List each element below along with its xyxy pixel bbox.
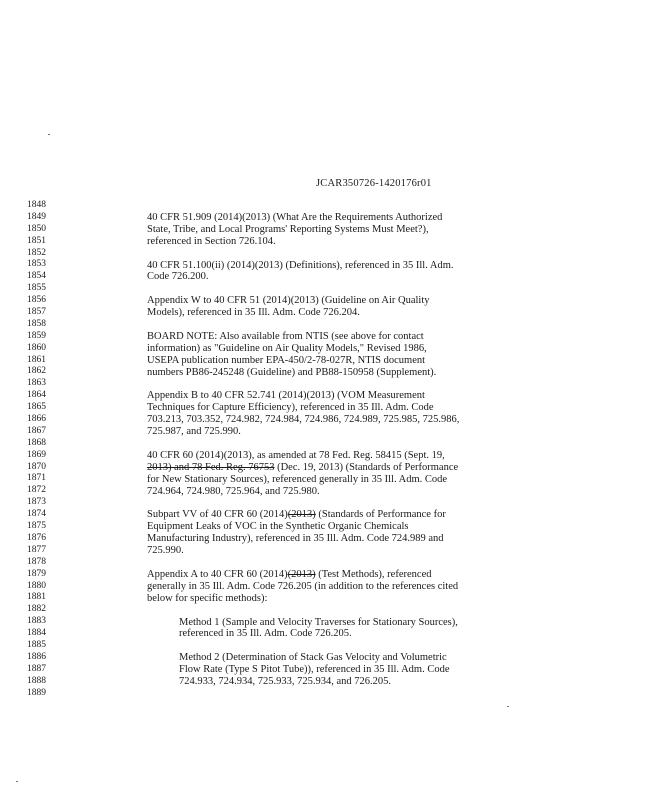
line-number: 1850 [27,223,46,234]
line-number: 1853 [27,259,46,270]
scan-speck [507,706,509,707]
text-segment: Flow Rate (Type S Pitot Tube)), referenced in 35 Ill. Adm. Code [179,664,450,676]
text-line [147,212,442,224]
line-number: 1867 [27,425,46,436]
text-line [147,569,458,581]
text-line [147,390,459,402]
line-number: 1866 [27,414,46,425]
text-line [179,617,458,629]
regulation-paragraph [147,569,458,605]
text-segment: below for specific methods): [147,592,268,604]
line-number: 1878 [27,556,46,567]
text-segment: (Standards of Performance for [315,509,446,521]
text-segment: Subpart VV of 40 CFR 60 (2014) [147,509,288,521]
text-line [147,474,458,486]
line-number: 1877 [27,544,46,555]
line-number: 1870 [27,461,46,472]
text-line [179,652,449,664]
text-line [179,628,458,640]
text-segment: Techniques for Capture Efficiency), referenced in 35 Ill. Adm. Code [147,402,434,414]
text-line [179,676,449,688]
struck-text: (2013) [287,568,316,580]
line-number: 1875 [27,521,46,532]
line-number: 1858 [27,318,46,329]
line-number: 1848 [27,200,46,210]
text-segment: 725.990. [147,545,184,557]
text-segment: (Test Methods), referenced [315,568,432,580]
text-segment: Method 2 (Determination of Stack Gas Velocity and Volumetric [179,652,447,664]
text-line [147,486,458,498]
regulation-paragraph [147,331,436,379]
regulation-paragraph [147,450,458,498]
text-line [147,271,453,283]
line-number: 1869 [27,449,46,460]
text-line [147,355,436,367]
text-segment: USEPA publication number EPA-450/2-78-027R, NTIS document [147,354,426,366]
line-number: 1863 [27,378,46,389]
text-segment: Appendix B to 40 CFR 52.741 (2014)(2013) (VOM Measurement [147,390,425,402]
regulation-paragraph [147,295,430,319]
text-segment: (Dec. 19, 2013) (Standards of Performance [274,461,459,473]
struck-text: 2013) and 78 Fed. Reg. 76753 [147,461,275,473]
text-line [147,236,442,248]
text-line [147,581,458,593]
line-number: 1854 [27,271,46,282]
text-segment: Equipment Leaks of VOC in the Synthetic Organic Chemicals [147,521,409,533]
line-number: 1876 [27,532,46,543]
text-segment: Manufacturing Industry), referenced in 35 Ill. Adm. Code 724.989 and [147,533,444,545]
line-number: 1888 [27,675,46,686]
text-segment: numbers PB86-245248 (Guideline) and PB88-150958 (Supplement). [147,366,437,378]
docket-number: JCAR350726-1420176r01 [316,178,432,189]
line-number: 1851 [27,235,46,246]
line-number: 1881 [27,592,46,603]
line-number: 1889 [27,687,46,698]
line-number: 1879 [27,568,46,579]
line-number: 1873 [27,497,46,508]
text-line [147,224,442,236]
line-number: 1862 [27,366,46,377]
text-segment: Models), referenced in 35 Ill. Adm. Code 726.204. [147,307,360,319]
regulation-paragraph [147,390,459,438]
text-line [147,343,436,355]
line-number: 1884 [27,628,46,639]
line-number: 1871 [27,473,46,484]
text-segment: Appendix W to 40 CFR 51 (2014)(2013) (Guideline on Air Quality [147,295,430,307]
line-number-column [20,200,46,699]
text-segment: information) as "Guideline on Air Quality Models," Revised 1986, [147,342,427,354]
text-line [147,402,459,414]
text-line [147,426,459,438]
line-number: 1855 [27,283,46,294]
line-number: 1886 [27,651,46,662]
line-number: 1872 [27,485,46,496]
text-line [179,664,449,676]
line-number: 1861 [27,354,46,365]
text-segment: Method 1 (Sample and Velocity Traverses for Stationary Sources), [179,616,458,628]
line-number: 1874 [27,509,46,520]
regulation-paragraph [147,212,442,248]
line-number: 1856 [27,295,46,306]
line-number: 1852 [27,247,46,258]
line-number: 1860 [27,342,46,353]
text-segment: 40 CFR 51.100(ii) (2014)(2013) (Definitions), referenced in 35 Ill. Adm. [147,259,454,271]
line-number: 1880 [27,580,46,591]
text-segment: Appendix A to 40 CFR 60 (2014) [147,568,288,580]
line-number: 1857 [27,307,46,318]
text-line [147,295,430,307]
text-line [147,367,436,379]
regulation-paragraph [179,652,449,688]
text-segment: 40 CFR 60 (2014)(2013), as amended at 78 Fed. Reg. 58415 (Sept. 19, [147,449,445,461]
scan-speck [16,781,18,782]
line-number: 1883 [27,616,46,627]
line-number: 1882 [27,604,46,615]
text-segment: 724.933, 724.934, 725.933, 725.934, and 726.205. [179,675,392,687]
text-segment: 725.987, and 725.990. [147,426,241,438]
text-line [147,331,436,343]
text-segment: BOARD NOTE: Also available from NTIS (see above for contact [147,330,424,342]
text-segment: 703.213, 703.352, 724.982, 724.984, 724.986, 724.989, 725.985, 725.986, [147,414,460,426]
text-segment: referenced in Section 726.104. [147,235,276,247]
text-segment: 40 CFR 51.909 (2014)(2013) (What Are the Requirements Authorized [147,211,443,223]
text-line [147,593,458,605]
text-line [147,509,446,521]
line-number: 1859 [27,330,46,341]
line-number: 1887 [27,663,46,674]
text-segment: State, Tribe, and Local Programs' Reporting Systems Must Meet?), [147,223,429,235]
text-line [147,260,453,272]
text-segment: Code 726.200. [147,271,209,283]
line-number: 1864 [27,390,46,401]
text-segment: generally in 35 Ill. Adm. Code 726.205 (in addition to the references cited [147,580,459,592]
text-line [147,462,458,474]
text-segment: for New Stationary Sources), referenced generally in 35 Ill. Adm. Code [147,473,448,485]
line-number: 1849 [27,211,46,222]
regulation-paragraph [179,617,458,641]
line-number: 1868 [27,437,46,448]
text-line [147,414,459,426]
text-line [147,533,446,545]
struck-text: (2013) [287,509,316,521]
line-number: 1865 [27,402,46,413]
text-segment: 724.964, 724.980, 725.964, and 725.980. [147,485,320,497]
text-segment: referenced in 35 Ill. Adm. Code 726.205. [179,628,352,640]
text-line [147,545,446,557]
regulation-paragraph [147,260,453,284]
text-line [147,521,446,533]
text-line [147,450,458,462]
text-line [147,307,430,319]
regulation-paragraph [147,509,446,557]
scan-speck [48,134,50,135]
line-number: 1885 [27,639,46,650]
